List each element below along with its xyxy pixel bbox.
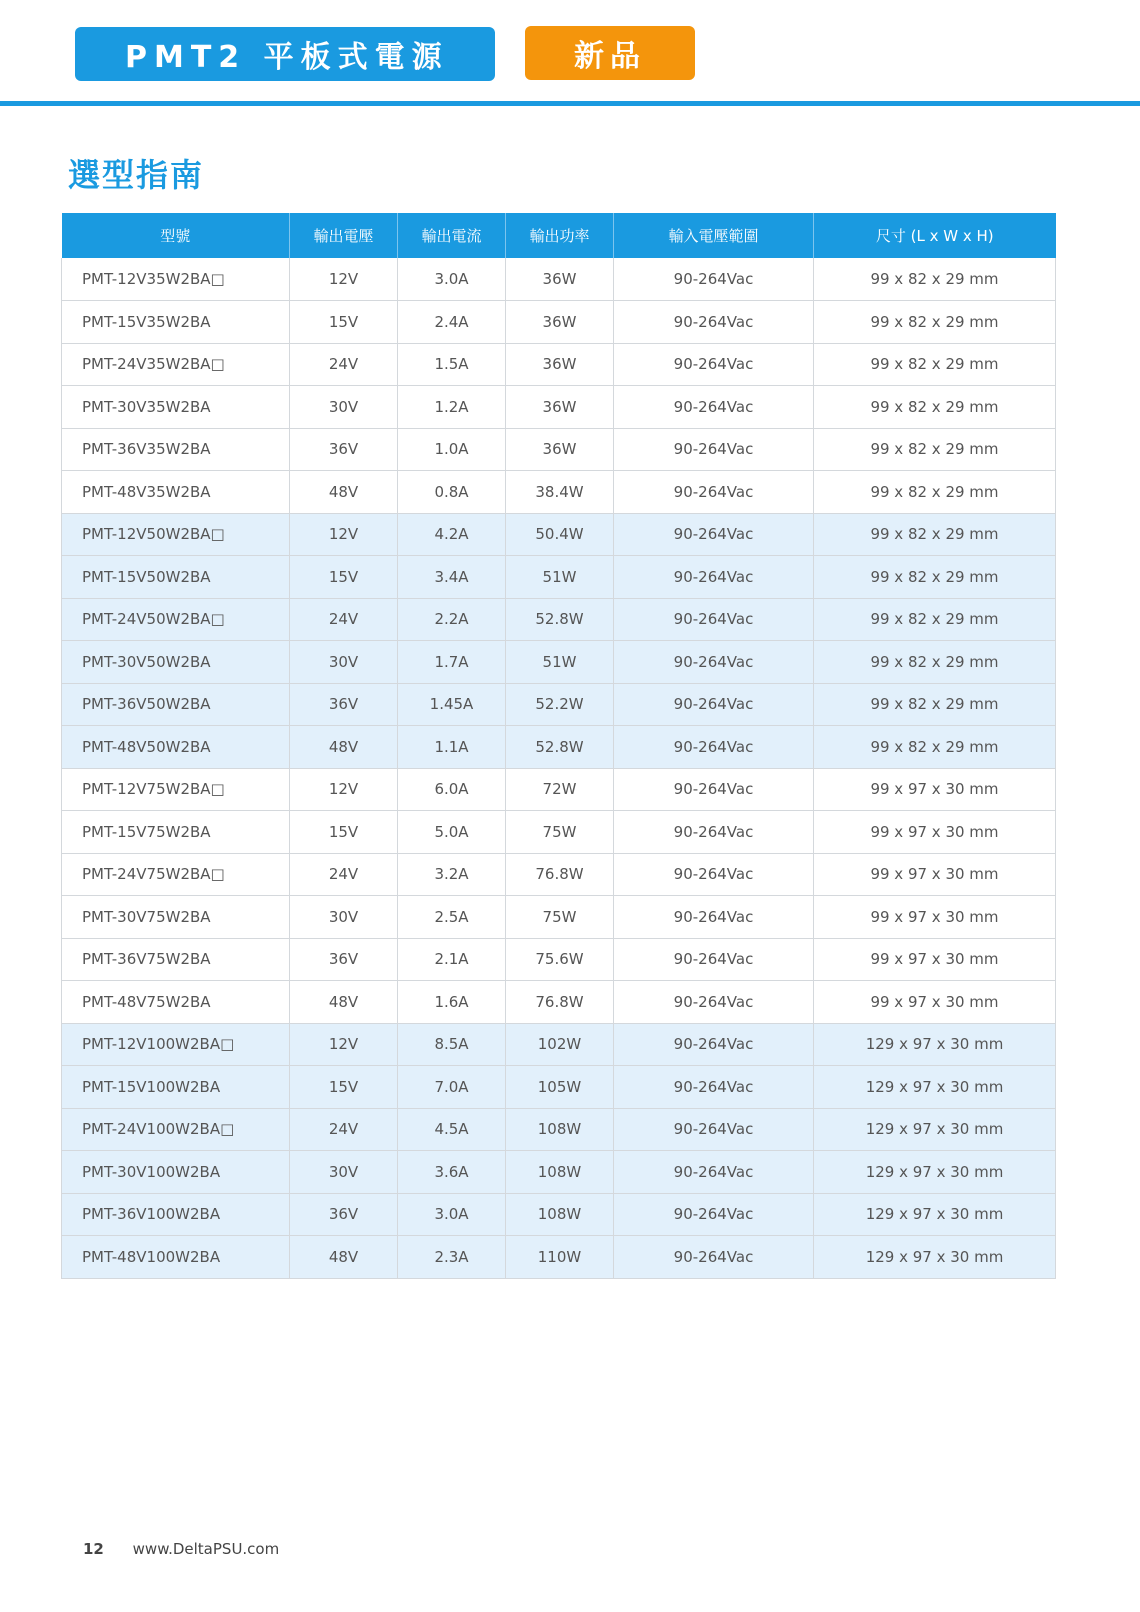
table-row: [62, 853, 1056, 896]
footer-url: www.DeltaPSU.com: [132, 1540, 280, 1558]
cell-output-current: 1.2A: [398, 386, 506, 429]
cell-model: PMT-48V50W2BA: [62, 726, 290, 769]
cell-output-power: 108W: [506, 1151, 614, 1194]
cell-dimensions: 99 x 82 x 29 mm: [814, 386, 1056, 429]
cell-output-current: 3.0A: [398, 258, 506, 301]
cell-output-voltage: 12V: [290, 1023, 398, 1066]
cell-output-current: 3.0A: [398, 1193, 506, 1236]
cell-output-power: 51W: [506, 641, 614, 684]
cell-input-voltage-range: 90-264Vac: [614, 386, 814, 429]
cell-model: PMT-15V50W2BA: [62, 556, 290, 599]
cell-model: PMT-48V35W2BA: [62, 471, 290, 514]
cell-input-voltage-range: 90-264Vac: [614, 513, 814, 556]
cell-output-voltage: 30V: [290, 641, 398, 684]
cell-input-voltage-range: 90-264Vac: [614, 896, 814, 939]
table-row: [62, 471, 1056, 514]
cell-model: PMT-12V35W2BA□: [62, 258, 290, 301]
cell-output-power: 102W: [506, 1023, 614, 1066]
cell-input-voltage-range: 90-264Vac: [614, 853, 814, 896]
header-output-power: 輸出功率: [506, 213, 614, 258]
cell-output-power: 36W: [506, 301, 614, 344]
cell-output-voltage: 36V: [290, 683, 398, 726]
cell-output-voltage: 24V: [290, 343, 398, 386]
cell-model: PMT-24V35W2BA□: [62, 343, 290, 386]
cell-output-current: 2.4A: [398, 301, 506, 344]
cell-model: PMT-48V75W2BA: [62, 981, 290, 1024]
cell-output-current: 3.6A: [398, 1151, 506, 1194]
cell-input-voltage-range: 90-264Vac: [614, 726, 814, 769]
cell-output-power: 110W: [506, 1236, 614, 1279]
cell-input-voltage-range: 90-264Vac: [614, 1193, 814, 1236]
cell-input-voltage-range: 90-264Vac: [614, 1236, 814, 1279]
cell-output-power: 36W: [506, 386, 614, 429]
cell-model: PMT-30V75W2BA: [62, 896, 290, 939]
table-row: [62, 301, 1056, 344]
new-product-badge: [525, 26, 695, 80]
cell-output-voltage: 15V: [290, 301, 398, 344]
cell-dimensions: 99 x 82 x 29 mm: [814, 428, 1056, 471]
cell-dimensions: 99 x 82 x 29 mm: [814, 726, 1056, 769]
table-row: [62, 981, 1056, 1024]
header-divider: [0, 101, 1140, 106]
cell-dimensions: 99 x 82 x 29 mm: [814, 301, 1056, 344]
cell-dimensions: 99 x 97 x 30 mm: [814, 981, 1056, 1024]
cell-output-voltage: 48V: [290, 1236, 398, 1279]
header-output-current: 輸出電流: [398, 213, 506, 258]
cell-input-voltage-range: 90-264Vac: [614, 1108, 814, 1151]
cell-output-current: 4.5A: [398, 1108, 506, 1151]
cell-output-current: 5.0A: [398, 811, 506, 854]
cell-output-voltage: 12V: [290, 768, 398, 811]
cell-output-power: 75W: [506, 896, 614, 939]
table-body: [62, 258, 1056, 1278]
cell-dimensions: 99 x 97 x 30 mm: [814, 811, 1056, 854]
selection-guide-table: [61, 213, 1056, 1279]
cell-output-voltage: 48V: [290, 471, 398, 514]
cell-input-voltage-range: 90-264Vac: [614, 1066, 814, 1109]
cell-output-power: 75W: [506, 811, 614, 854]
cell-output-current: 1.1A: [398, 726, 506, 769]
table-row: [62, 641, 1056, 684]
cell-output-current: 3.2A: [398, 853, 506, 896]
table-row: [62, 598, 1056, 641]
cell-model: PMT-15V75W2BA: [62, 811, 290, 854]
cell-output-power: 51W: [506, 556, 614, 599]
cell-input-voltage-range: 90-264Vac: [614, 343, 814, 386]
cell-output-voltage: 15V: [290, 811, 398, 854]
cell-output-power: 50.4W: [506, 513, 614, 556]
cell-model: PMT-30V50W2BA: [62, 641, 290, 684]
cell-dimensions: 129 x 97 x 30 mm: [814, 1151, 1056, 1194]
cell-model: PMT-48V100W2BA: [62, 1236, 290, 1279]
cell-model: PMT-12V50W2BA□: [62, 513, 290, 556]
header-output-voltage: 輸出電壓: [290, 213, 398, 258]
cell-dimensions: 99 x 97 x 30 mm: [814, 896, 1056, 939]
cell-output-voltage: 36V: [290, 938, 398, 981]
cell-output-voltage: 24V: [290, 598, 398, 641]
new-product-badge-label: 新品: [574, 39, 646, 74]
cell-output-current: 8.5A: [398, 1023, 506, 1066]
cell-dimensions: 99 x 82 x 29 mm: [814, 513, 1056, 556]
cell-output-current: 1.7A: [398, 641, 506, 684]
cell-model: PMT-36V35W2BA: [62, 428, 290, 471]
table-row: [62, 556, 1056, 599]
cell-output-power: 38.4W: [506, 471, 614, 514]
cell-model: PMT-36V75W2BA: [62, 938, 290, 981]
cell-output-current: 1.6A: [398, 981, 506, 1024]
cell-dimensions: 99 x 97 x 30 mm: [814, 853, 1056, 896]
table-row: [62, 938, 1056, 981]
cell-output-current: 2.5A: [398, 896, 506, 939]
table-row: [62, 726, 1056, 769]
cell-output-voltage: 30V: [290, 896, 398, 939]
cell-output-power: 36W: [506, 258, 614, 301]
cell-input-voltage-range: 90-264Vac: [614, 938, 814, 981]
cell-output-voltage: 24V: [290, 1108, 398, 1151]
cell-output-current: 3.4A: [398, 556, 506, 599]
cell-input-voltage-range: 90-264Vac: [614, 768, 814, 811]
cell-dimensions: 129 x 97 x 30 mm: [814, 1066, 1056, 1109]
table-row: [62, 428, 1056, 471]
cell-output-current: 2.2A: [398, 598, 506, 641]
cell-output-current: 1.5A: [398, 343, 506, 386]
cell-output-current: 7.0A: [398, 1066, 506, 1109]
page-title: PMT2 平板式電源: [125, 40, 449, 75]
cell-output-current: 4.2A: [398, 513, 506, 556]
cell-dimensions: 99 x 97 x 30 mm: [814, 768, 1056, 811]
cell-input-voltage-range: 90-264Vac: [614, 258, 814, 301]
cell-output-power: 72W: [506, 768, 614, 811]
cell-output-voltage: 36V: [290, 1193, 398, 1236]
cell-model: PMT-12V100W2BA□: [62, 1023, 290, 1066]
table-row: [62, 1023, 1056, 1066]
table-row: [62, 683, 1056, 726]
cell-input-voltage-range: 90-264Vac: [614, 301, 814, 344]
cell-output-current: 1.0A: [398, 428, 506, 471]
table-row: [62, 1151, 1056, 1194]
table-row: [62, 811, 1056, 854]
cell-model: PMT-24V50W2BA□: [62, 598, 290, 641]
cell-output-voltage: 48V: [290, 981, 398, 1024]
cell-input-voltage-range: 90-264Vac: [614, 641, 814, 684]
table-row: [62, 1236, 1056, 1279]
cell-dimensions: 99 x 82 x 29 mm: [814, 343, 1056, 386]
cell-dimensions: 99 x 82 x 29 mm: [814, 683, 1056, 726]
page-footer: [83, 1540, 279, 1558]
cell-output-voltage: 24V: [290, 853, 398, 896]
cell-output-voltage: 15V: [290, 1066, 398, 1109]
cell-output-current: 6.0A: [398, 768, 506, 811]
cell-output-current: 0.8A: [398, 471, 506, 514]
cell-model: PMT-30V100W2BA: [62, 1151, 290, 1194]
table-row: [62, 1193, 1056, 1236]
cell-output-power: 36W: [506, 428, 614, 471]
cell-dimensions: 99 x 82 x 29 mm: [814, 471, 1056, 514]
cell-output-power: 36W: [506, 343, 614, 386]
cell-output-current: 2.1A: [398, 938, 506, 981]
cell-input-voltage-range: 90-264Vac: [614, 811, 814, 854]
table-row: [62, 343, 1056, 386]
cell-output-current: 2.3A: [398, 1236, 506, 1279]
cell-output-voltage: 30V: [290, 1151, 398, 1194]
cell-output-voltage: 15V: [290, 556, 398, 599]
table-row: [62, 1066, 1056, 1109]
cell-model: PMT-36V50W2BA: [62, 683, 290, 726]
cell-model: PMT-15V35W2BA: [62, 301, 290, 344]
cell-input-voltage-range: 90-264Vac: [614, 471, 814, 514]
cell-dimensions: 129 x 97 x 30 mm: [814, 1193, 1056, 1236]
section-title: 選型指南: [68, 156, 205, 194]
header-model: 型號: [62, 213, 290, 258]
table-row: [62, 768, 1056, 811]
cell-output-power: 76.8W: [506, 853, 614, 896]
cell-dimensions: 99 x 82 x 29 mm: [814, 641, 1056, 684]
cell-output-voltage: 36V: [290, 428, 398, 471]
cell-model: PMT-15V100W2BA: [62, 1066, 290, 1109]
cell-output-voltage: 12V: [290, 258, 398, 301]
cell-output-power: 105W: [506, 1066, 614, 1109]
cell-input-voltage-range: 90-264Vac: [614, 683, 814, 726]
cell-output-power: 108W: [506, 1193, 614, 1236]
table-row: [62, 513, 1056, 556]
cell-model: PMT-12V75W2BA□: [62, 768, 290, 811]
cell-input-voltage-range: 90-264Vac: [614, 428, 814, 471]
cell-output-power: 75.6W: [506, 938, 614, 981]
cell-model: PMT-36V100W2BA: [62, 1193, 290, 1236]
cell-model: PMT-30V35W2BA: [62, 386, 290, 429]
cell-output-power: 52.2W: [506, 683, 614, 726]
cell-input-voltage-range: 90-264Vac: [614, 598, 814, 641]
cell-input-voltage-range: 90-264Vac: [614, 556, 814, 599]
table-row: [62, 896, 1056, 939]
cell-input-voltage-range: 90-264Vac: [614, 981, 814, 1024]
cell-dimensions: 99 x 97 x 30 mm: [814, 938, 1056, 981]
cell-output-voltage: 48V: [290, 726, 398, 769]
cell-output-power: 52.8W: [506, 598, 614, 641]
cell-output-power: 108W: [506, 1108, 614, 1151]
page-number: 12: [83, 1540, 104, 1558]
cell-dimensions: 129 x 97 x 30 mm: [814, 1023, 1056, 1066]
cell-dimensions: 99 x 82 x 29 mm: [814, 556, 1056, 599]
cell-model: PMT-24V100W2BA□: [62, 1108, 290, 1151]
table-row: [62, 386, 1056, 429]
cell-output-power: 52.8W: [506, 726, 614, 769]
page-title-banner: [75, 27, 495, 81]
cell-input-voltage-range: 90-264Vac: [614, 1023, 814, 1066]
cell-dimensions: 99 x 82 x 29 mm: [814, 258, 1056, 301]
cell-output-power: 76.8W: [506, 981, 614, 1024]
cell-dimensions: 99 x 82 x 29 mm: [814, 598, 1056, 641]
cell-input-voltage-range: 90-264Vac: [614, 1151, 814, 1194]
table-header-row: [62, 213, 1056, 258]
header-input-voltage-range: 輸入電壓範圍: [614, 213, 814, 258]
header-dimensions: 尺寸 (L x W x H): [814, 213, 1056, 258]
cell-dimensions: 129 x 97 x 30 mm: [814, 1108, 1056, 1151]
table-row: [62, 1108, 1056, 1151]
table-row: [62, 258, 1056, 301]
cell-output-voltage: 30V: [290, 386, 398, 429]
cell-dimensions: 129 x 97 x 30 mm: [814, 1236, 1056, 1279]
cell-output-current: 1.45A: [398, 683, 506, 726]
cell-output-voltage: 12V: [290, 513, 398, 556]
cell-model: PMT-24V75W2BA□: [62, 853, 290, 896]
